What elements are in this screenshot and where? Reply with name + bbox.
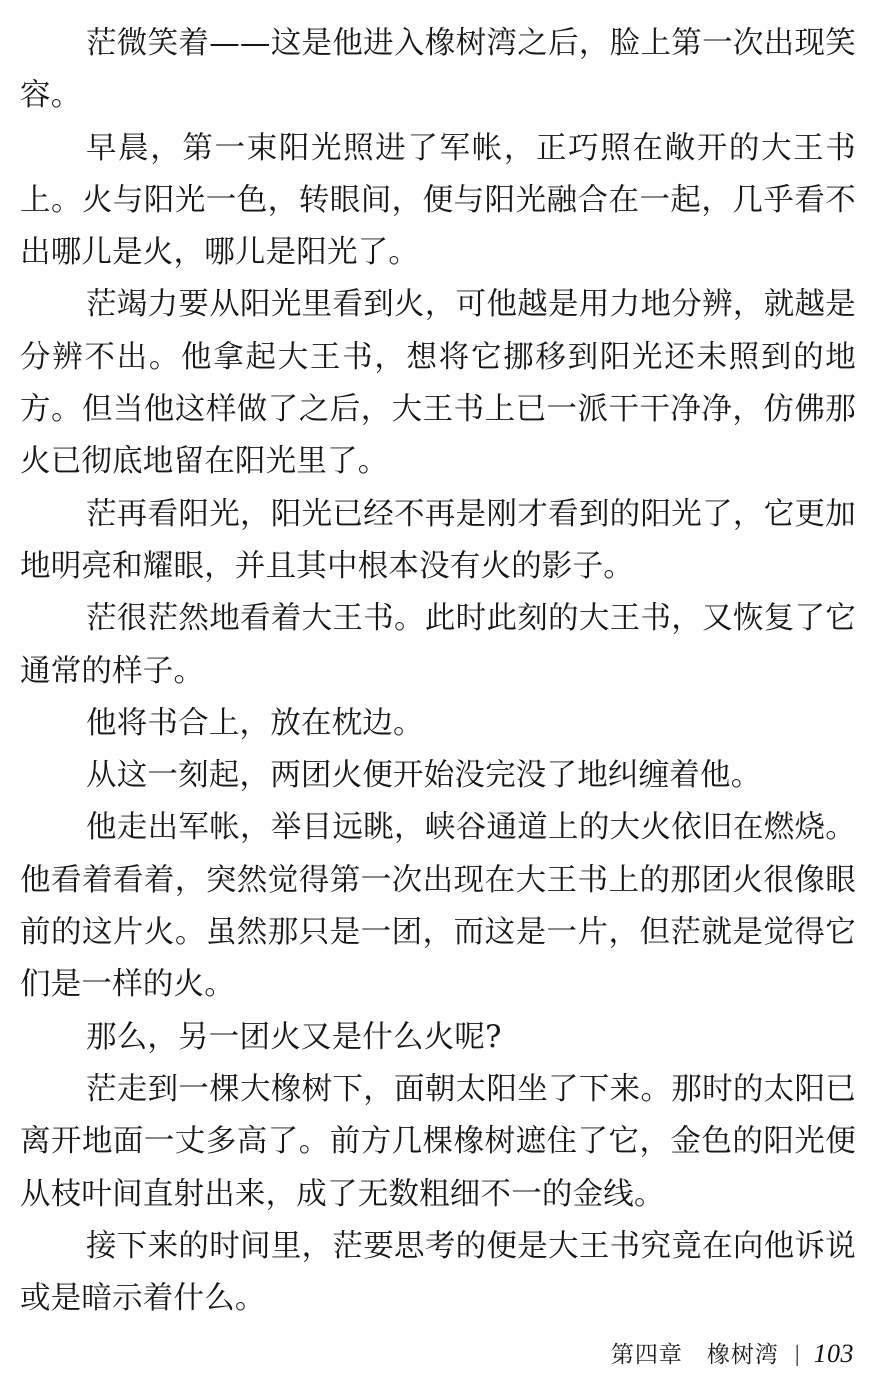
footer-separator-icon: | — [794, 1341, 800, 1366]
paragraph: 他走出军帐，举目远眺，峡谷通道上的大火依旧在燃烧。他看着看着，突然觉得第一次出现在大王书上的那团火很像眼前的这片火。虽然那只是一团，而这是一片，但茫就是觉得它们是一样的火。 — [20, 810, 856, 1003]
paragraph: 他将书合上，放在枕边。 — [86, 705, 424, 741]
paragraph: 早晨，第一束阳光照进了军帐，正巧照在敞开的大王书上。火与阳光一色，转眼间，便与阳光融合在一起，几乎看不出哪儿是火，哪儿是阳光了。 — [20, 130, 856, 271]
paragraph: 茫很茫然地看着大王书。此时此刻的大王书，又恢复了它通常的样子。 — [20, 601, 856, 689]
paragraph: 从这一刻起，两团火便开始没完没了地纠缠着他。 — [86, 758, 762, 794]
footer-chapter-title: 第四章 橡树湾 — [610, 1342, 779, 1368]
paragraph: 茫竭力要从阳光里看到火，可他越是用力地分辨，就越是分辨不出。他拿起大王书，想将它挪移到阳光还未照到的地方。但当他这样做了之后，大王书上已一派干干净净，仿佛那火已彻底地留在阳光里了。 — [20, 287, 856, 480]
paragraph: 那么，另一团火又是什么火呢? — [86, 1019, 502, 1055]
page-text-body — [20, 18, 856, 1325]
paragraph: 茫走到一棵大橡树下，面朝太阳坐了下来。那时的太阳已离开地面一丈多高了。前方几棵橡树遮住了它，金色的阳光便从枝叶间直射出来，成了无数粗细不一的金线。 — [20, 1071, 856, 1212]
paragraph: 茫再看阳光，阳光已经不再是刚才看到的阳光了，它更加地明亮和耀眼，并且其中根本没有火的影子。 — [20, 496, 856, 584]
page-number: 103 — [813, 1339, 854, 1368]
paragraph: 接下来的时间里，茫要思考的便是大王书究竟在向他诉说或是暗示着什么。 — [20, 1228, 856, 1317]
page-footer — [20, 1336, 854, 1369]
paragraph: 茫微笑着——这是他进入橡树湾之后，脸上第一次出现笑容。 — [20, 26, 856, 114]
